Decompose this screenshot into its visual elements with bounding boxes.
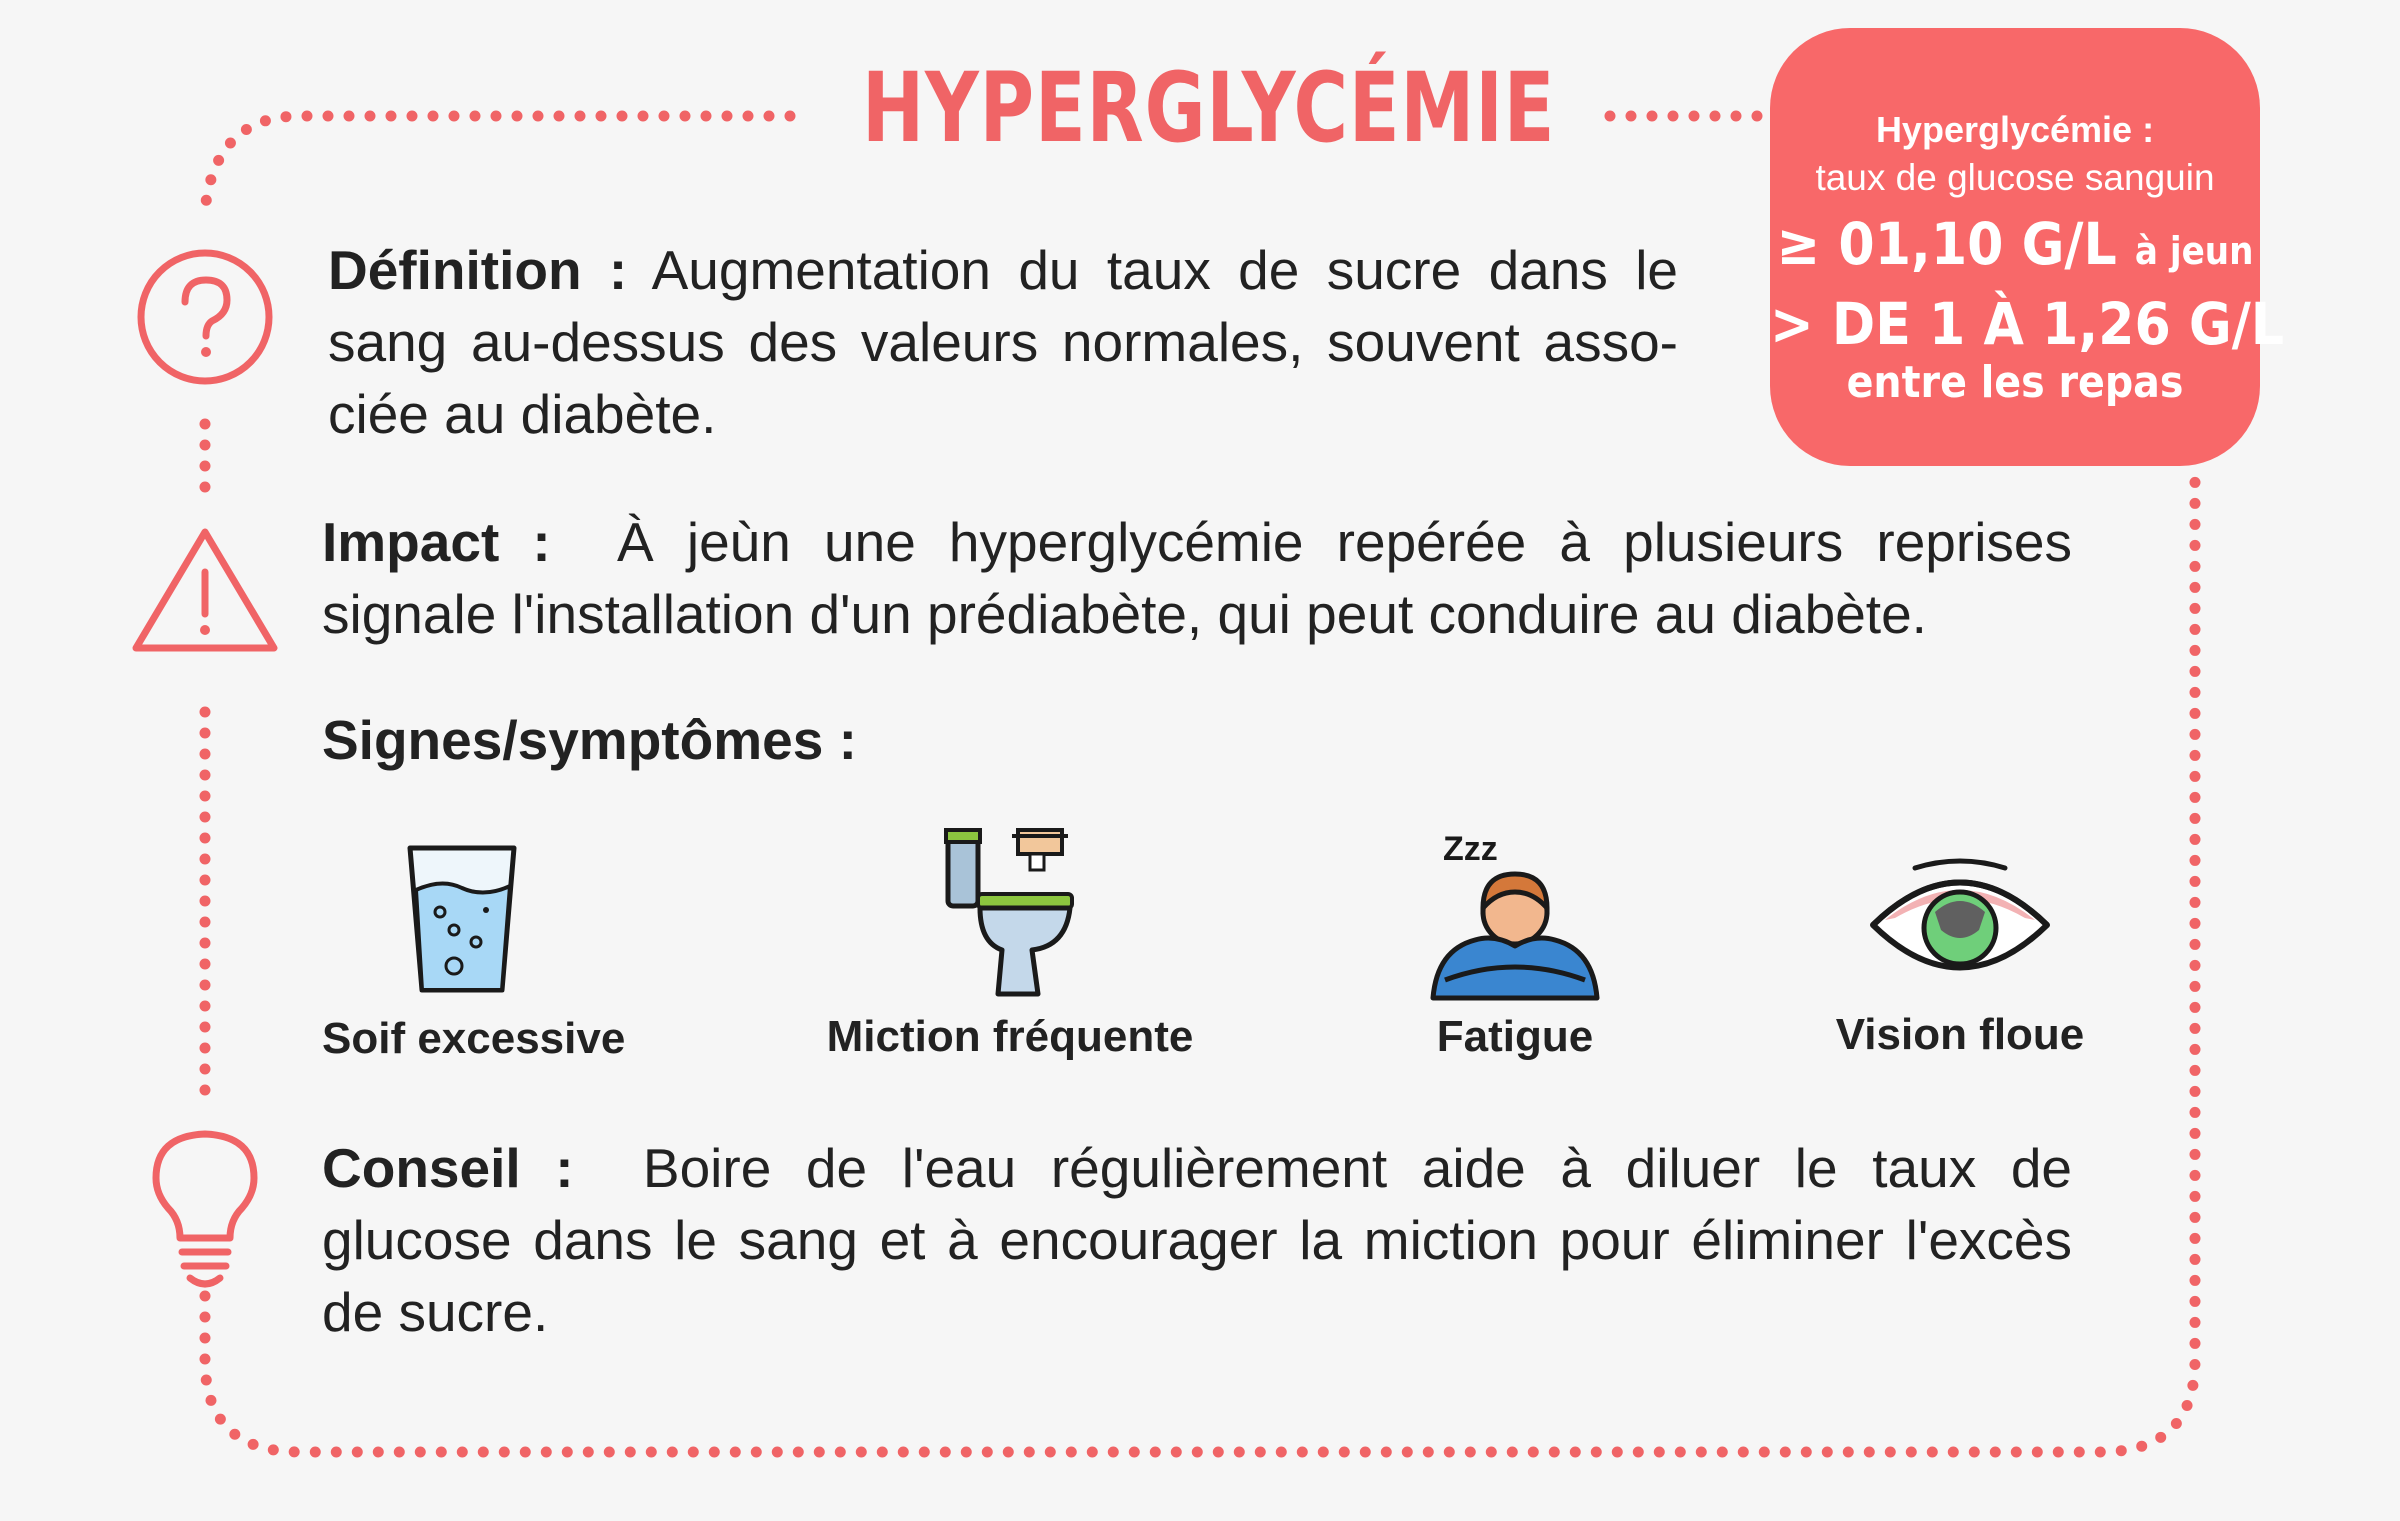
symptom-label: Fatigue bbox=[1436, 1012, 1594, 1061]
glucose-threshold-badge bbox=[1770, 28, 2285, 466]
advice-text-3: de sucre. bbox=[322, 1281, 549, 1343]
definition-text: Augmentation du taux de sucre dans le sang au-dessus des valeurs normales, souvent asso-ciée au diabète. bbox=[328, 239, 1678, 445]
impact-text-1: À jeùn une hyperglycémie repérée à plusieurs reprises bbox=[617, 511, 2072, 573]
symptom-label: Soif excessive bbox=[322, 1014, 626, 1063]
symptom-label: Miction fréquente bbox=[826, 1012, 1194, 1061]
advice-paragraph bbox=[322, 1132, 2072, 1348]
toilet-icon bbox=[940, 822, 1080, 1002]
badge-fasting-label: à jeun bbox=[2134, 229, 2254, 273]
lightbulb-icon bbox=[150, 1128, 260, 1296]
symptom-blurred-vision bbox=[1820, 850, 2100, 1060]
symptom-urination bbox=[820, 822, 1200, 1062]
badge-subtitle: taux de glucose sanguin bbox=[1815, 157, 2215, 198]
definition-paragraph bbox=[328, 234, 1678, 450]
zzz-text: Zzz bbox=[1443, 830, 1498, 868]
advice-text-1: Boire de l'eau régulièrement aide à diluer le taux de bbox=[642, 1137, 2073, 1199]
page-title: HYPERGLYCÉMIE bbox=[862, 52, 1556, 164]
advice-line-1 bbox=[322, 1132, 2072, 1204]
warning-triangle-icon bbox=[128, 520, 283, 660]
impact-paragraph bbox=[322, 506, 2072, 650]
badge-fasting-number: ≥ 01,10 G/L bbox=[1776, 210, 2117, 278]
badge-between-meals-label: entre les repas bbox=[1846, 357, 2184, 408]
badge-between-meals-value: > DE 1 À 1,26 G/L bbox=[1770, 290, 2285, 358]
sleeping-person-icon bbox=[1415, 830, 1615, 1002]
definition-label: Définition : bbox=[328, 239, 628, 301]
advice-line-2: glucose dans le sang et à encourager la miction pour éliminer l'excès bbox=[322, 1209, 2072, 1271]
impact-label: Impact : bbox=[322, 511, 551, 573]
badge-fasting-value bbox=[1770, 202, 2260, 293]
signs-heading: Signes/symptômes : bbox=[322, 709, 857, 771]
symptom-fatigue bbox=[1400, 830, 1630, 1062]
impact-line-1 bbox=[322, 506, 2072, 578]
symptom-thirst bbox=[322, 840, 626, 1064]
water-glass-icon bbox=[402, 840, 522, 1000]
advice-label: Conseil : bbox=[322, 1137, 574, 1199]
question-circle-icon bbox=[130, 242, 280, 392]
symptom-label: Vision floue bbox=[1835, 1010, 2085, 1059]
badge-title: Hyperglycémie : bbox=[1875, 109, 2155, 150]
eye-icon bbox=[1865, 850, 2055, 1000]
impact-text-2: signale l'installation d'un prédiabète, qui peut conduire au diabète. bbox=[322, 583, 1927, 645]
